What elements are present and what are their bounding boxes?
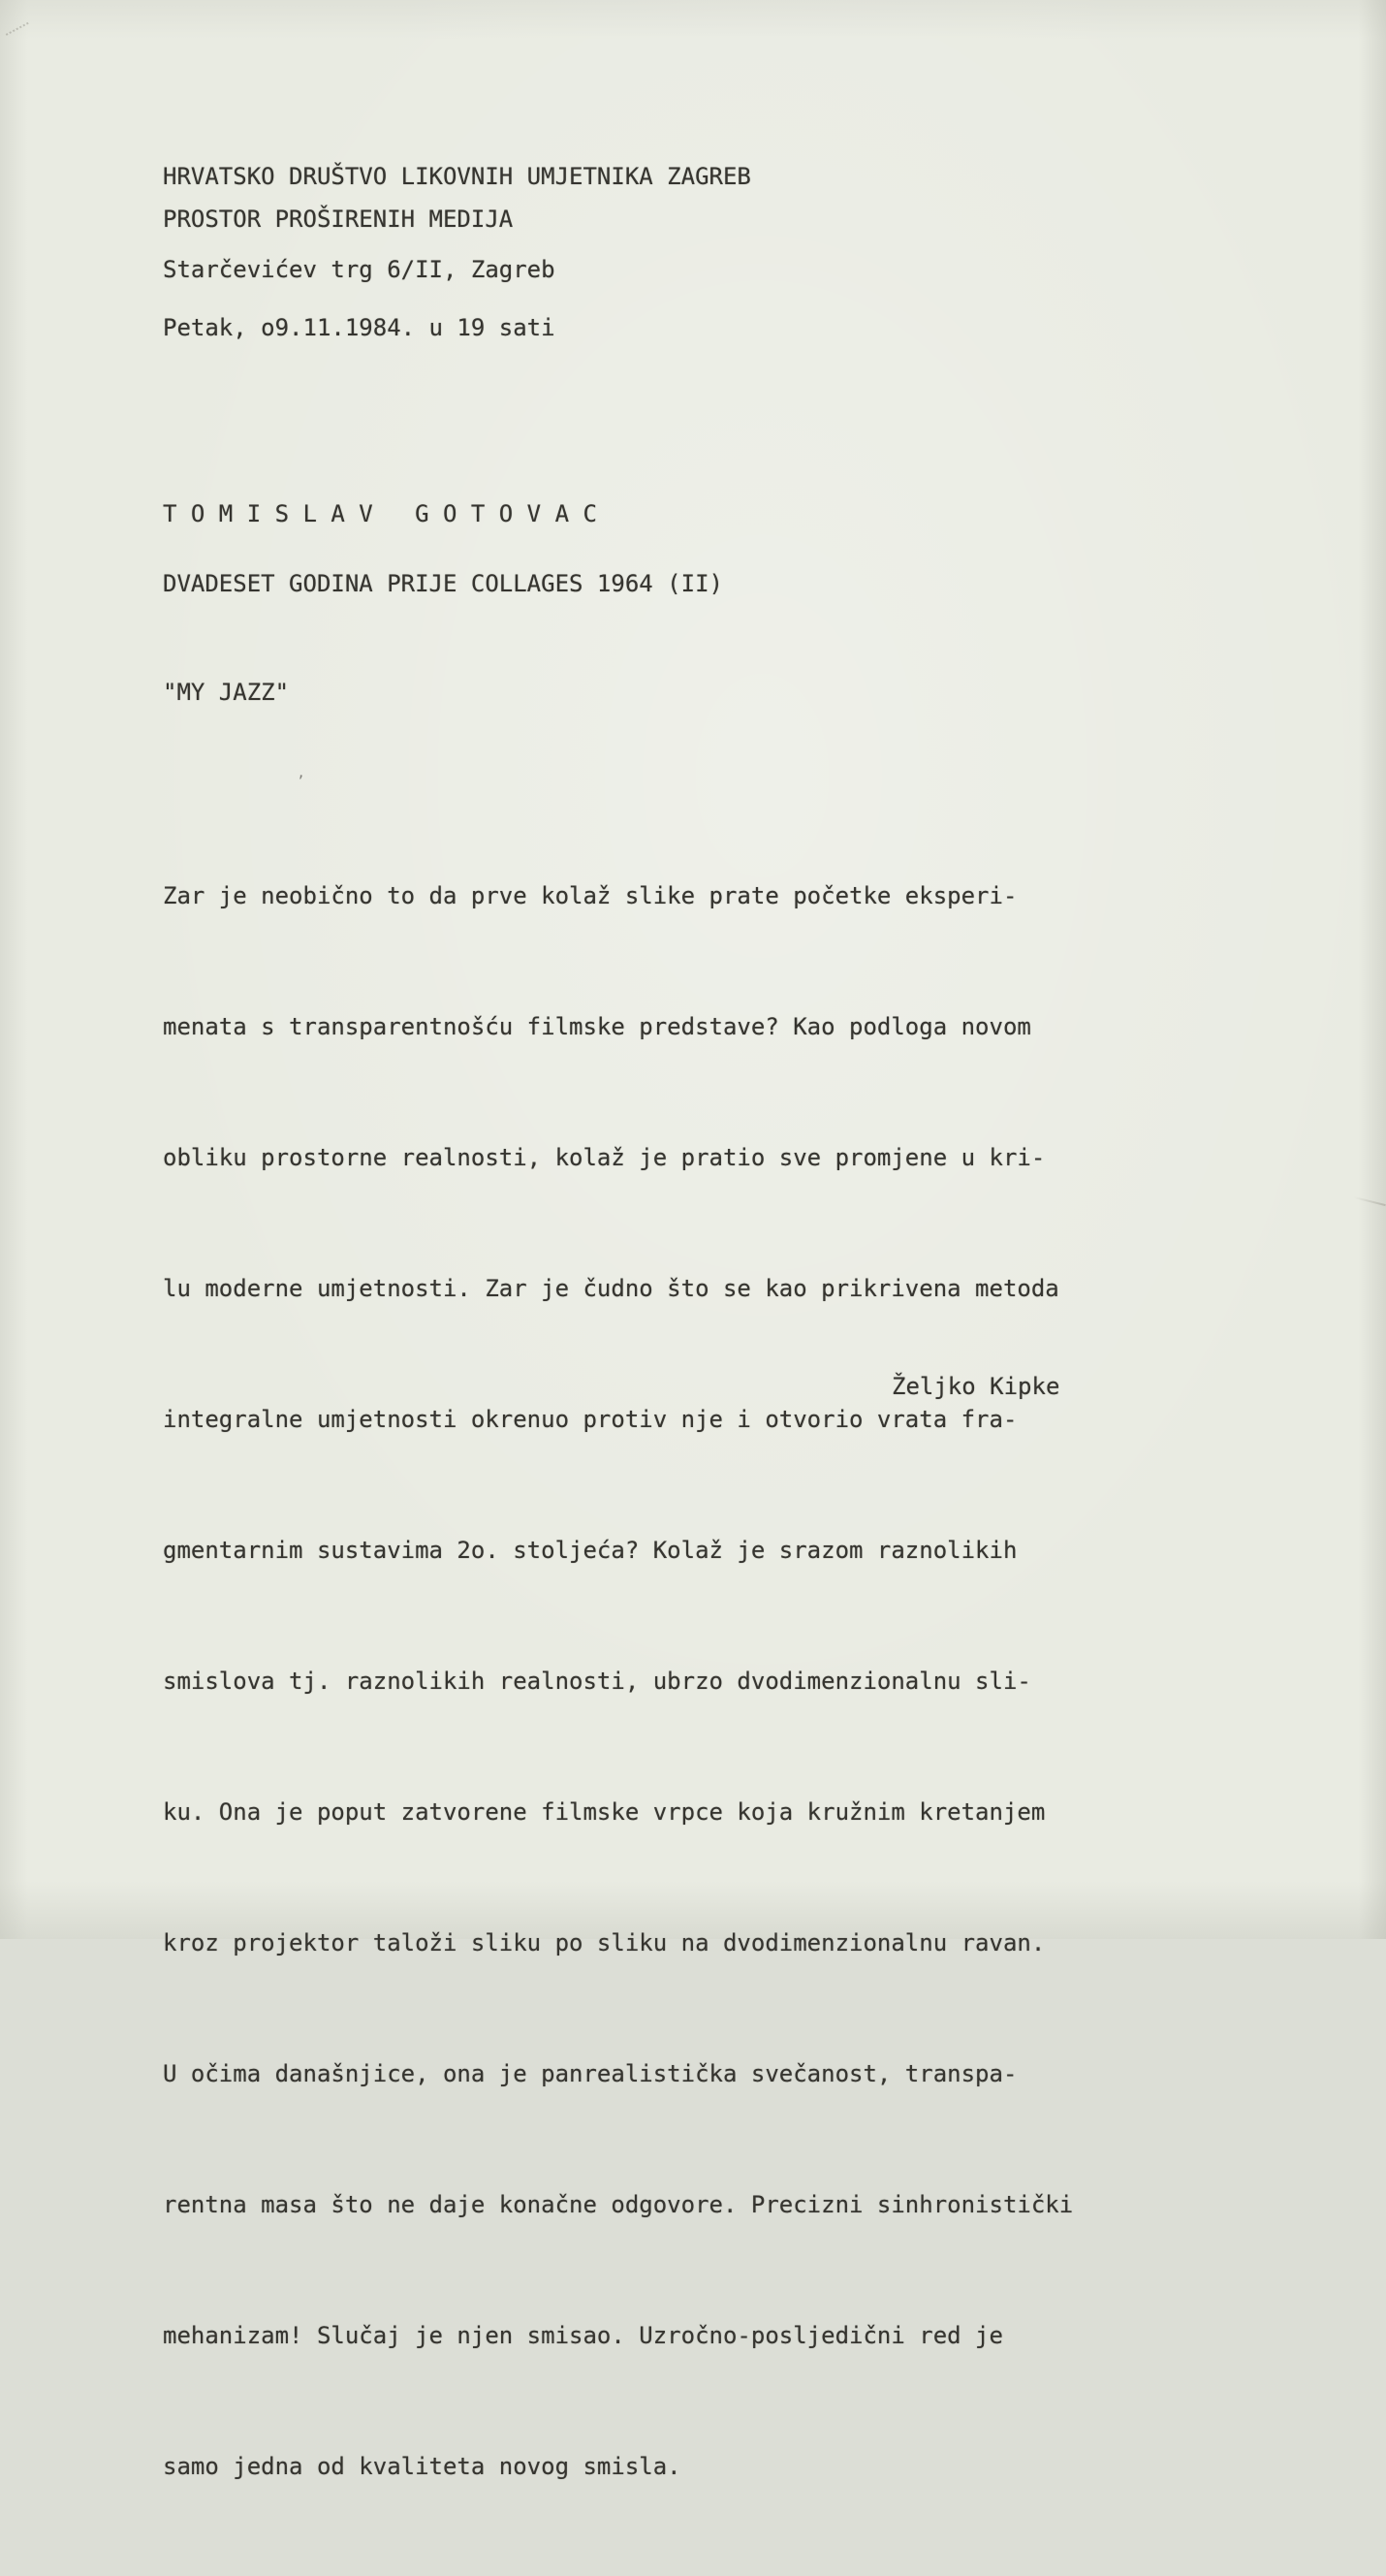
organization-name: HRVATSKO DRUŠTVO LIKOVNIH UMJETNIKA ZAGREB: [163, 163, 751, 190]
body-line: gmentarnim sustavima 2o. stoljeća? Kolaž je srazom raznolikih: [163, 1537, 1018, 1564]
body-line: lu moderne umjetnosti. Zar je čudno što se kao prikrivena metoda: [163, 1275, 1059, 1302]
body-line: menata s transparentnošću filmske predstave? Kao podloga novom: [163, 1013, 1031, 1040]
body-line: obliku prostorne realnosti, kolaž je pratio sve promjene u kri-: [163, 1144, 1046, 1171]
exhibition-title: DVADESET GODINA PRIJE COLLAGES 1964 (II): [163, 570, 723, 597]
body-line: smislova tj. raznolikih realnosti, ubrzo dvodimenzionalnu sli-: [163, 1668, 1031, 1695]
body-paragraph: [163, 787, 1073, 2576]
event-date-time: Petak, o9.11.1984. u 19 sati: [163, 314, 555, 341]
body-line: samo jedna od kvaliteta novog smisla.: [163, 2453, 681, 2480]
stray-ink-mark: ʼ: [297, 774, 305, 789]
organization-department: PROSTOR PROŠIRENIH MEDIJA: [163, 206, 514, 233]
author-signature: Željko Kipke: [892, 1373, 1060, 1400]
body-line: kroz projektor taloži sliku po sliku na dvodimenzionalnu ravan.: [163, 1929, 1046, 1956]
body-line: mehanizam! Slučaj je njen smisao. Uzročno-posljedični red je: [163, 2322, 1003, 2349]
venue-address: Starčevićev trg 6/II, Zagreb: [163, 256, 555, 283]
body-line: rentna masa što ne daje konačne odgovore. Precizni sinhronistički: [163, 2191, 1074, 2218]
work-title: "MY JAZZ": [163, 679, 290, 706]
paper-blemish-mark: [6, 22, 35, 48]
body-line: ku. Ona je poput zatvorene filmske vrpce koja kružnim kretanjem: [163, 1798, 1046, 1826]
body-line: integralne umjetnosti okrenuo protiv nje i otvorio vrata fra-: [163, 1406, 1018, 1433]
paper-crease-mark: [1353, 1196, 1385, 1206]
artist-name: T O M I S L A V G O T O V A C: [163, 500, 597, 527]
body-line: Zar je neobično to da prve kolaž slike prate početke eksperi-: [163, 882, 1018, 909]
body-line: U očima današnjice, ona je panrealistička svečanost, transpa-: [163, 2060, 1018, 2087]
